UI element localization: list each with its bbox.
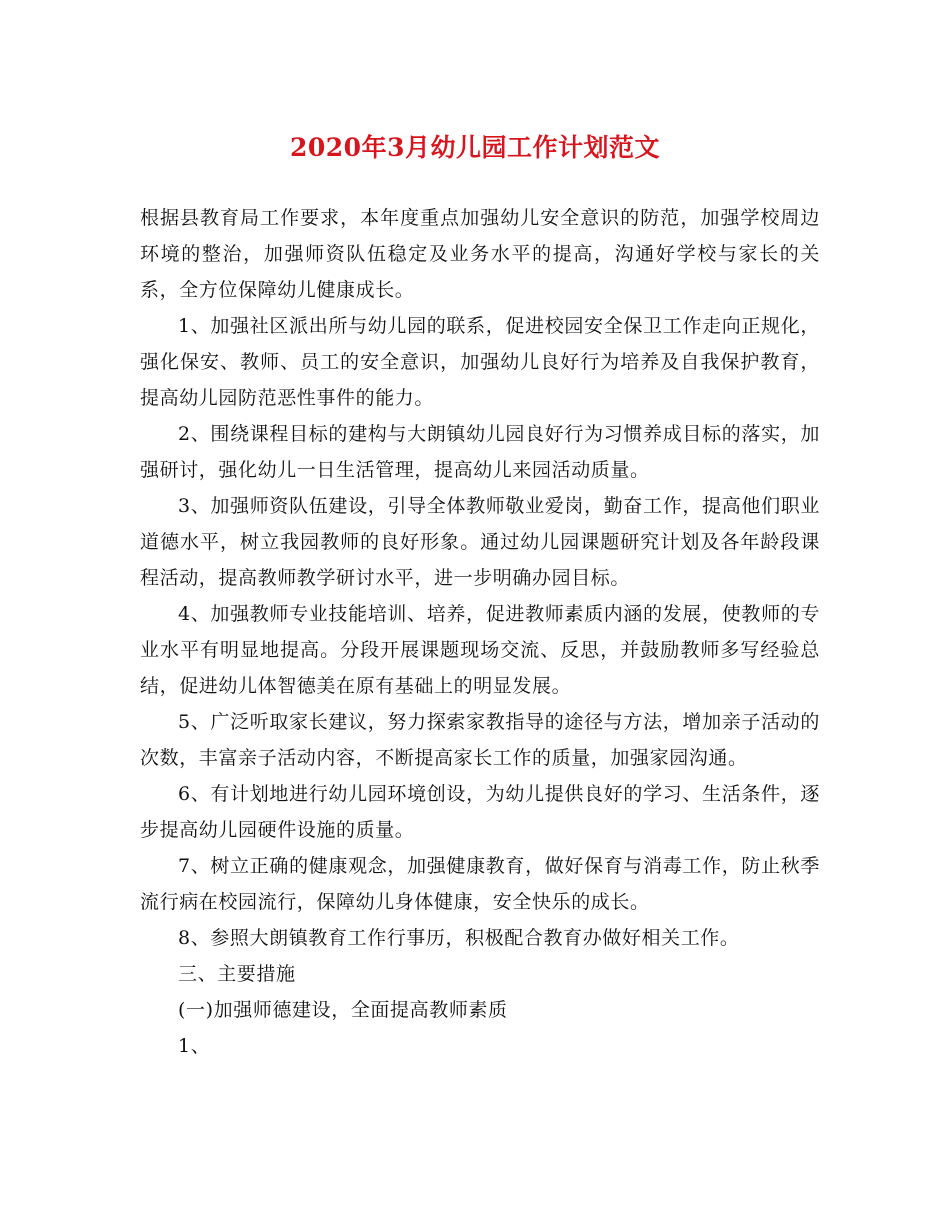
paragraph-item-4: 4、加强教师专业技能培训、培养，促进教师素质内涵的发展，使教师的专业水平有明显地提高。分段开展课题现场交流、反思，并鼓励教师多写经验总结，促进幼儿体智德美在原有基础上的明显发展。 xyxy=(140,603,820,697)
paragraph-intro: 根据县教育局工作要求，本年度重点加强幼儿安全意识的防范，加强学校周边环境的整治，加强师资队伍稳定及业务水平的提高，沟通好学校与家长的关系，全方位保障幼儿健康成长。 xyxy=(140,207,820,301)
paragraph-item-fragment: 1、 xyxy=(178,1035,211,1057)
paragraph-item-8: 8、参照大朗镇教育工作行事历，积极配合教育办做好相关工作。 xyxy=(178,927,740,949)
paragraph-item-7: 7、树立正确的健康观念，加强健康教育，做好保育与消毒工作，防止秋季流行病在校园流行，保障幼儿身体健康，安全快乐的成长。 xyxy=(140,855,820,913)
document-title: 2020年3月幼儿园工作计划范文 xyxy=(290,133,660,162)
paragraph-item-5: 5、广泛听取家长建议，努力探索家教指导的途径与方法，增加亲子活动的次数，丰富亲子活动内容，不断提高家长工作的质量，加强家园沟通。 xyxy=(140,711,820,769)
section-heading-measures: 三、主要措施 xyxy=(178,963,296,985)
paragraph-item-2: 2、围绕课程目标的建构与大朗镇幼儿园良好行为习惯养成目标的落实，加强研讨，强化幼儿一日生活管理，提高幼儿来园活动质量。 xyxy=(140,423,820,481)
paragraph-item-6: 6、有计划地进行幼儿园环境创设，为幼儿提供良好的学习、生活条件，逐步提高幼儿园硬件设施的质量。 xyxy=(140,783,820,841)
subsection-heading-ethics: (一)加强师德建设，全面提高教师素质 xyxy=(178,999,508,1021)
paragraph-item-1: 1、加强社区派出所与幼儿园的联系，促进校园安全保卫工作走向正规化，强化保安、教师、员工的安全意识，加强幼儿良好行为培养及自我保护教育，提高幼儿园防范恶性事件的能力。 xyxy=(140,315,820,409)
paragraph-item-3: 3、加强师资队伍建设，引导全体教师敬业爱岗，勤奋工作，提高他们职业道德水平，树立我园教师的良好形象。通过幼儿园课题研究计划及各年龄段课程活动，提高教师教学研讨水平，进一步明确办园目标。 xyxy=(140,495,820,589)
document-body xyxy=(140,200,820,1064)
